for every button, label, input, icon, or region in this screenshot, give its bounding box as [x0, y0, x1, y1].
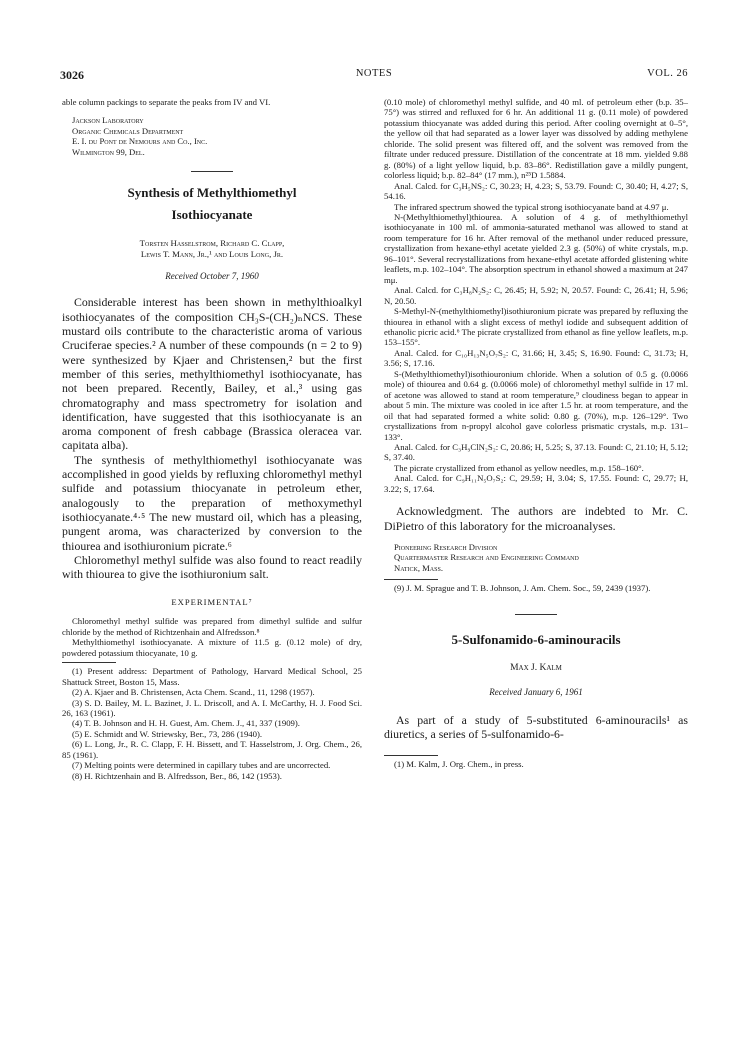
body-paragraph: Chloromethyl methyl sulfide was also found to react readily with thiourea to give the isothiuronium salt.: [62, 552, 362, 582]
affiliation-block: [62, 115, 362, 157]
footnote: (6) L. Long, Jr., R. C. Clapp, F. H. Bissett, and T. Hasselstrom, J. Org. Chem., 26, 85 (1961).: [62, 739, 362, 760]
body-paragraph: Considerable interest has been shown in methylthioalkyl isothiocyanates of the composition CH₃S-(CH₂)ₙNCS. These mustard oils contribute to the characteristic aroma of various Cruciferae species.² A number of these compounds (n = 2 to 9) were synthesized by Kjaer and Christensen,² but the first member of this series, methylthiomethyl isothiocyanate, has not been prepared. Recently, Bailey, et al.,³ using gas chromatography and mass spectrometry for isolation and identification, have suggested that this isothiocyanate is an aroma component of fresh cabbage (Brassica oleracea var. capitata alba).: [62, 295, 362, 453]
footnote: (3) S. D. Bailey, M. L. Bazinet, J. L. Driscoll, and A. I. McCarthy, H. J. Food Sci. 26, 163 (1961).: [62, 697, 362, 719]
footnote-divider: [384, 579, 438, 580]
affiliation-line: Wilmington 99, Del.: [72, 146, 145, 157]
right-paragraph: (0.10 mole) of chloromethyl methyl sulfide, and 40 ml. of petroleum ether (b.p. 35–75°) was stirred and refluxed for 6 hr. An additional 11 g. (0.11 mole) of powdered potassium thiocyanate was added during this period. After cooling overnight at 0–5°, the yellow oil that had separated as a lower layer was dissolved by adding methylene chloride. The solid present was filtered off, and the solvent was removed from the filtrate under reduced pressure. Distillation of the concentrate at 18 mm. yielded 9.88 g. (80%) of a light yellow liquid, b.p. 83–86°. Redistillation gave a mildly pungent, colorless liquid; b.p. 82–84° (17 mm.), n²⁵D 1.5884.: [384, 97, 688, 181]
footnote: (4) T. B. Johnson and H. H. Guest, Am. Chem. J., 41, 337 (1909).: [72, 718, 300, 729]
affiliation-block-2: [384, 542, 688, 574]
authors-line: Torsten Hasselstrom, Richard C. Clapp,: [139, 238, 285, 249]
right-paragraph: S-Methyl-N-(methylthiomethyl)isothiuronium picrate was prepared by refluxing the thiourea in ethanol with a slight excess of methyl iodide and subsequent addition of ethanolic picric acid.⁶ The picrate crystallized from ethanol as fine yellow leaflets, m.p. 153–155°.: [384, 306, 688, 348]
footnote-divider: [62, 662, 116, 663]
volume-label: VOL. 26: [647, 68, 688, 79]
footnote: (1) Present address: Department of Pathology, Harvard Medical School, 25 Shattuck Street, Boston 15, Mass.: [62, 666, 362, 687]
article-title: [62, 182, 362, 226]
right-paragraph: N-(Methylthiomethyl)thiourea. A solution of 4 g. of methylthiomethyl isothiocyanate in 100 ml. of ammonia-saturated methanol was allowed to stand at room temperature for 16 hr. After removal of the methanol under reduced pressure, crystallization from hexane-ethyl acetate yielded 2.3 g. (50%) of white crystals, m.p. 96–101°. Several recrystallizations from hexane-ethyl acetate afforded glistening white leaflets, m.p. 102–104°. The absorption spectrum in ethanol showed a maximum at 247 mμ.: [384, 211, 688, 285]
right-paragraph: S-(Methylthiomethyl)isothiouronium chloride. When a solution of 0.5 g. (0.0066 mole) of thiourea and 0.64 g. (0.0066 mole) of chloromethyl methyl sulfide in 17 ml. of acetone was allowed to stand at room temperature,⁹ cloudiness began to appear in about 5 min. The mixture was cooled in ice after 1.5 hr. at room temperature, and the oil that had separated formed a white solid: 0.80 g. (70%), m.p. 126–129°. Two crystallizations from n-propyl alcohol gave colorless prismatic crystals, m.p. 131–133°.: [384, 368, 688, 442]
received-date: Received October 7, 1960: [165, 271, 259, 282]
affiliation-line: Organic Chemicals Department: [72, 125, 184, 136]
authors-line: Lewis T. Mann, Jr.,¹ and Louis Long, Jr.: [140, 249, 284, 260]
affiliation-line: Quartermaster Research and Engineering Command: [394, 552, 579, 563]
right-paragraph: Anal. Calcd. for C₃H₅NS₂: C, 30.23; H, 4.23; S, 53.79. Found: C, 30.40; H, 4.27; S, 54.16.: [384, 180, 688, 202]
article-body: [62, 295, 362, 581]
footnote: (9) J. M. Sprague and T. B. Johnson, J. Am. Chem. Soc., 59, 2439 (1937).: [394, 583, 651, 594]
author-name: Max J. Kalm: [510, 662, 562, 673]
affiliation-line: Jackson Laboratory: [72, 115, 144, 126]
right-paragraph: The picrate crystallized from ethanol as yellow needles, m.p. 158–160°.: [394, 462, 644, 473]
title-line: Isothiocyanate: [171, 207, 253, 223]
divider: [191, 171, 233, 172]
footnote-divider: [384, 755, 438, 756]
title-line: Synthesis of Methylthiomethyl: [127, 185, 297, 201]
carry-over-text: able column packings to separate the peaks from IV and VI.: [62, 97, 271, 107]
footnote: (2) A. Kjaer and B. Christensen, Acta Chem. Scand., 11, 1298 (1957).: [72, 687, 315, 698]
footnote: (5) E. Schmidt and W. Striewsky, Ber., 73, 286 (1940).: [72, 728, 263, 739]
right-paragraph: Anal. Calcd. for C₃H₈N₂S₂: C, 26.45; H, 5.92; N, 20.57. Found: C, 26.41; H, 5.96; N, 20.50.: [384, 285, 688, 306]
experimental-paragraph: Chloromethyl methyl sulfide was prepared from dimethyl sulfide and sulfur chloride by the method of Richtzenhain and Alfredsson.⁸: [62, 616, 362, 637]
right-paragraph: Anal. Calcd. for C₃H₉ClN₂S₂: C, 20.86; H, 5.25; S, 37.13. Found: C, 21.10; H, 5.12; S, 37.40.: [384, 441, 688, 463]
left-column: [62, 97, 362, 781]
experimental-paragraph: Methylthiomethyl isothiocyanate. A mixture of 11.5 g. (0.12 mole) of dry, powdered potassium thiocyanate, 10 g.: [62, 637, 362, 658]
affiliation-line: Natick, Mass.: [394, 562, 443, 573]
footnote: (7) Melting points were determined in capillary tubes and are uncorrected.: [72, 760, 331, 771]
author-list: [62, 238, 362, 260]
footnote: (1) M. Kalm, J. Org. Chem., in press.: [394, 759, 524, 770]
running-header: [60, 68, 688, 84]
affiliation-line: Pioneering Research Division: [394, 541, 498, 552]
footnote: (8) H. Richtzenhain and B. Alfredsson, Ber., 86, 142 (1953).: [72, 770, 282, 781]
divider: [515, 614, 557, 615]
right-paragraph: The infrared spectrum showed the typical strong isothiocyanate band at 4.97 μ.: [394, 201, 669, 212]
body-paragraph: As part of a study of 5-substituted 6-aminouracils¹ as diuretics, a series of 5-sulfonamido-6-: [384, 712, 688, 742]
experimental-section: [62, 616, 362, 658]
right-paragraph: Anal. Calcd. for C₉H₁₁N₅O₇S₂: C, 29.59; H, 3.04; S, 17.55. Found: C, 29.77; H, 3.22; S, 17.64.: [384, 473, 688, 494]
experimental-heading: EXPERIMENTAL⁷: [171, 597, 253, 608]
article-title-2: 5-Sulfonamido-6-aminouracils: [451, 631, 621, 647]
acknowledgment: Acknowledgment. The authors are indebted to Mr. C. DiPietro of this laboratory for the microanalyses.: [384, 504, 688, 533]
received-date-2: Received January 6, 1961: [489, 686, 583, 697]
section-name: NOTES: [355, 68, 393, 79]
footnotes: [62, 666, 362, 781]
right-paragraph: Anal. Calcd. for C₁₀H₁₃N₅O₇S₂: C, 31.66; H, 3.45; S, 16.90. Found: C, 31.73; H, 3.56; S, 17.16.: [384, 347, 688, 369]
page-number: 3026: [60, 68, 84, 82]
body-paragraph: The synthesis of methylthiomethyl isothiocyanate was accomplished in good yields by refluxing chloromethyl methyl sulfide and potassium thiocyanate in petroleum ether, analogously to the preparation of methoxymethyl isothiocyanate.⁴·⁵ The new mustard oil, which has a pleasing, pungent aroma, was characterized by conversion to the thiourea and isothiuronium picrate.⁶: [62, 452, 362, 553]
right-column: [384, 97, 688, 770]
affiliation-line: E. I. du Pont de Nemours and Co., Inc.: [72, 136, 208, 147]
